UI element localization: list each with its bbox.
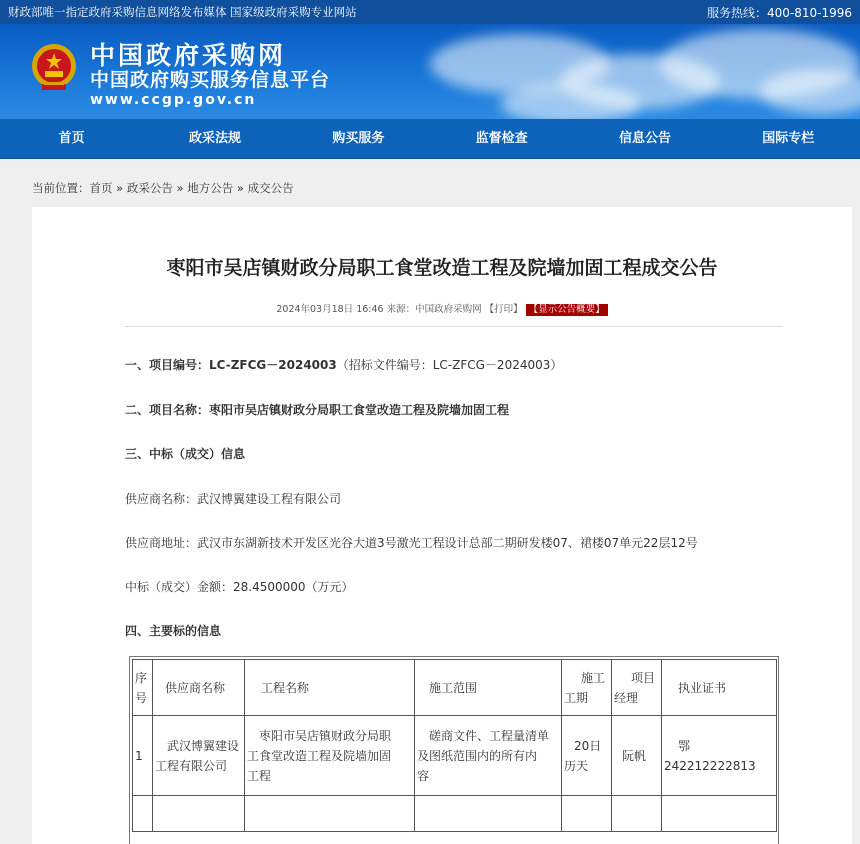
- header-cert: 执业证书: [662, 660, 777, 716]
- header-supplier: 供应商名称: [153, 660, 245, 716]
- site-banner: [0, 24, 860, 119]
- logo-subtitle: 中国政府购买服务信息平台: [90, 69, 331, 91]
- breadcrumb-local-notices[interactable]: 地方公告: [187, 181, 234, 195]
- header-seq: 序 号: [133, 660, 153, 716]
- breadcrumb: [0, 159, 860, 203]
- national-emblem-icon: [30, 42, 78, 94]
- section-award-info: 三、中标（成交）信息: [125, 447, 246, 461]
- cell-cert: 鄂 242212222813: [662, 716, 777, 796]
- header-manager: 项目 经理: [612, 660, 662, 716]
- breadcrumb-procurement-notices[interactable]: 政采公告: [126, 181, 173, 195]
- header-scope: 施工范围: [415, 660, 562, 716]
- project-code: LC-ZFCG－2024003: [209, 358, 337, 372]
- breadcrumb-deal-notices[interactable]: 成交公告: [247, 181, 294, 195]
- header-project: 工程名称: [245, 660, 415, 716]
- breadcrumb-home[interactable]: 首页: [89, 181, 113, 195]
- show-summary-button[interactable]: 【显示公告概要】: [526, 304, 608, 316]
- table-row: [133, 796, 777, 832]
- article-title: 枣阳市吴店镇财政分局职工食堂改造工程及院墙加固工程成交公告: [166, 257, 718, 279]
- supplier-address: 供应商地址：武汉市东湖新技术开发区光谷大道3号激光工程设计总部二期研发楼07、裙楼07单元22层12号: [125, 536, 698, 550]
- cell-period: 20日 历天: [562, 716, 612, 796]
- divider: [125, 326, 783, 327]
- nav-supervision[interactable]: 监督检查: [475, 131, 528, 146]
- section-main-items: 四、主要标的信息: [125, 624, 222, 638]
- site-logo[interactable]: [90, 42, 330, 109]
- cell-manager: 阮帆: [612, 716, 662, 796]
- article-panel: [32, 207, 852, 844]
- supplier-name: 供应商名称：武汉博翼建设工程有限公司: [125, 492, 342, 506]
- top-info-bar: [0, 0, 860, 24]
- breadcrumb-prefix: 当前位置：: [32, 181, 90, 195]
- logo-url: www.ccgp.gov.cn: [90, 92, 257, 108]
- breadcrumb-sep: »: [112, 181, 127, 195]
- cell-project: 枣阳市吴店镇财政分局职 工食堂改造工程及院墙加固 工程: [245, 716, 415, 796]
- nav-purchase-services[interactable]: 购买服务: [332, 131, 385, 146]
- nav-regulations[interactable]: 政采法规: [188, 131, 241, 146]
- table-row: [133, 716, 777, 796]
- breadcrumb-sep: »: [172, 181, 188, 195]
- main-items-table: [132, 659, 777, 832]
- cell-scope: 磋商文件、工程量清单 及图纸范围内的所有内 容: [415, 716, 562, 796]
- section-project-number: 一、项目编号：LC-ZFCG－2024003（招标文件编号：LC-ZFCG－2024003）: [125, 358, 563, 372]
- nav-home[interactable]: 首页: [58, 131, 85, 146]
- breadcrumb-sep: »: [233, 181, 248, 195]
- cell-supplier: 武汉博翼建设 工程有限公司: [153, 716, 245, 796]
- main-nav: [0, 119, 860, 159]
- tender-file-number: （招标文件编号：LC-ZFCG－2024003）: [336, 358, 563, 372]
- award-amount: 中标（成交）金额：28.4500000（万元）: [125, 580, 354, 594]
- nav-international[interactable]: 国际专栏: [762, 131, 815, 146]
- article-meta-text: 2024年03月18日 16:46 来源：中国政府采购网 【打印】: [276, 304, 523, 315]
- logo-title: 中国政府采购网: [90, 41, 287, 70]
- header-period: 施工 工期: [562, 660, 612, 716]
- table-header-row: [133, 660, 777, 716]
- nav-announcements[interactable]: 信息公告: [618, 131, 671, 146]
- cell-seq: 1: [133, 716, 153, 796]
- service-hotline: 服务热线：400-810-1996: [706, 5, 852, 20]
- site-slogan: 财政部唯一指定政府采购信息网络发布媒体 国家级政府采购专业网站: [8, 5, 357, 19]
- article-meta: [32, 301, 852, 316]
- section-project-name: 二、项目名称：枣阳市吴店镇财政分局职工食堂改造工程及院墙加固工程: [125, 403, 510, 417]
